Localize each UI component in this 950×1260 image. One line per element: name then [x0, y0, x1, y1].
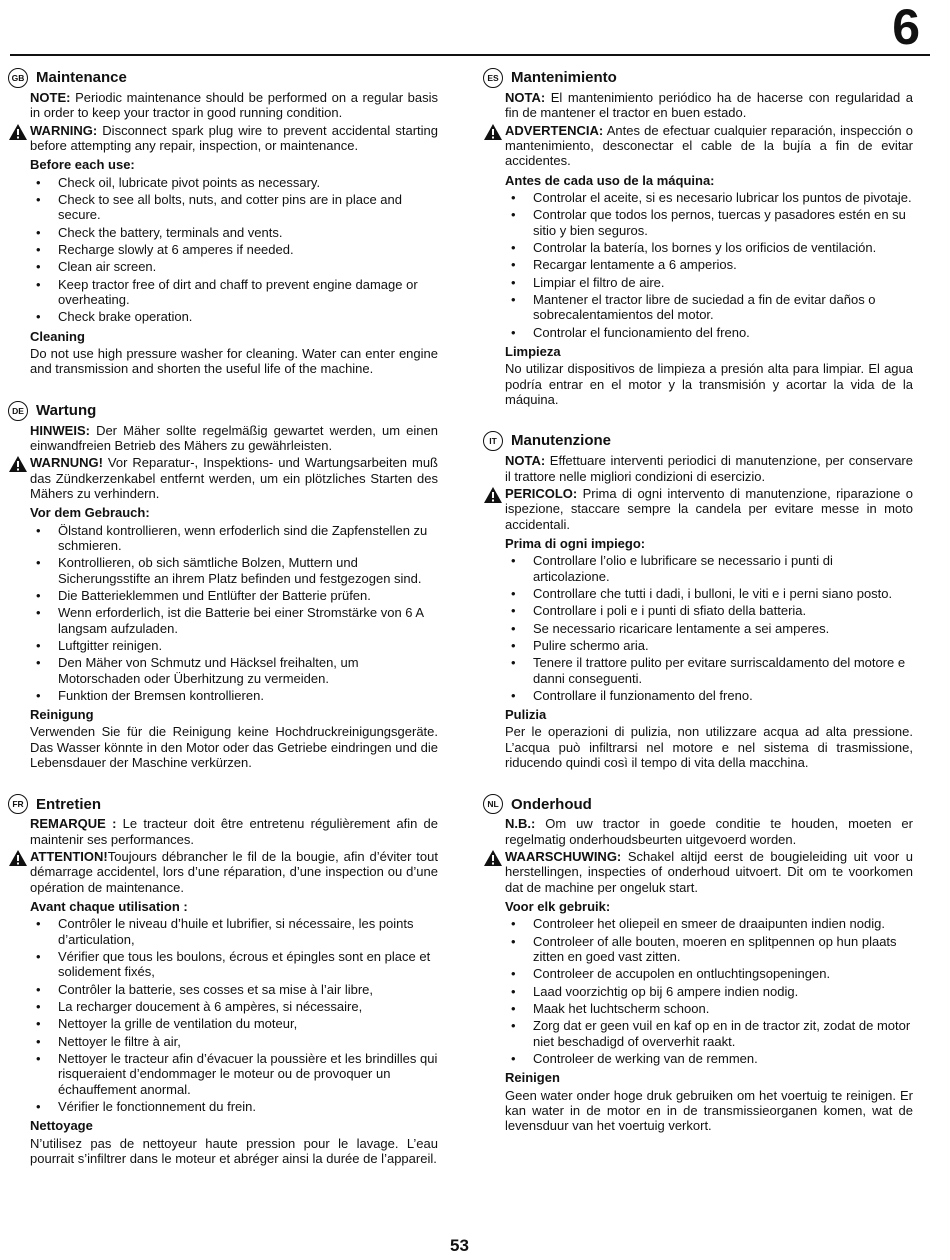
checklist-item: • Maak het luchtscherm schoon.	[505, 1001, 913, 1016]
language-badge-icon: NL	[483, 794, 503, 814]
note-paragraph	[30, 816, 438, 847]
checklist-item: • La recharger doucement à 6 ampères, si nécessaire,	[30, 999, 438, 1014]
note-label: N.B.:	[505, 816, 536, 832]
section-header	[489, 431, 913, 451]
warning-paragraph	[30, 455, 438, 501]
checklist-item: • Controllare che tutti i dadi, i bulloni, le viti e i perni siano posto.	[505, 586, 913, 601]
warning-text: Prima di ogni intervento di manutenzione, riparazione o ispezione, staccare sempre la candela per evitare messe in moto accidentali.	[505, 485, 913, 532]
warning-paragraph	[30, 849, 438, 895]
warning-label: PERICOLO:	[505, 485, 578, 501]
checklist-item: • Keep tractor free of dirt and chaff to prevent engine damage or overheating.	[30, 277, 438, 308]
checklist-item: • Controlar el funcionamiento del freno.	[505, 325, 913, 340]
warning-text: Schakel altijd eerst de bougieleiding uit voor u herstellingen, inspecties of onderhoud uitvoert. Dit om te voorkomen dat de machine per ongeluk start.	[505, 849, 913, 895]
header-rule	[10, 54, 930, 56]
language-badge-icon: GB	[8, 68, 28, 88]
warning-paragraph	[505, 486, 913, 532]
checklist-item: • Funktion der Bremsen kontrollieren.	[30, 688, 438, 703]
checklist-item: • Controleer de accupolen en ontluchtingsopeningen.	[505, 966, 913, 981]
warning-text: Toujours débrancher le fil de la bougie, afin d’éviter tout démarrage accidentel, lors d’une réparation, d’une inspection ou d’une opération de maintenance.	[30, 849, 438, 895]
checklist-heading: Avant chaque utilisation :	[30, 899, 188, 915]
note-paragraph	[505, 816, 913, 847]
warning-text: Antes de efectuar cualquier reparación, inspección o mantenimiento, desconectar el cable de la bujía a fin de evitar accidentes.	[505, 122, 913, 169]
checklist	[505, 916, 913, 1066]
section-title: Manutenzione	[511, 432, 611, 450]
note-text: Om uw tractor in goede conditie te houden, moeten er regelmatig onderhoudsbeurten uitgevoerd worden.	[505, 816, 913, 847]
note-label: REMARQUE :	[30, 816, 117, 832]
checklist-item: • Kontrollieren, ob sich sämtliche Bolzen, Muttern und Sicherungsstifte an ihrem Platz befinden und festgezogen sind.	[30, 555, 438, 586]
warning-paragraph	[505, 849, 913, 895]
checklist-item: • Tenere il trattore pulito per evitare surriscaldamento del motore e danni conseguenti.	[505, 655, 913, 686]
checklist-item: • Pulire schermo aria.	[505, 638, 913, 653]
checklist-item: • Vérifier que tous les boulons, écrous et épingles sont en place et solidement fixés,	[30, 949, 438, 980]
chapter-number: 6	[892, 0, 920, 55]
checklist-item: • Ölstand kontrollieren, wenn erfoderlich sind die Zapfenstellen zu schmieren.	[30, 523, 438, 554]
left-column	[11, 68, 439, 1190]
checklist-item: • Clean air screen.	[30, 259, 438, 274]
language-badge-icon: DE	[8, 401, 28, 421]
section-title: Entretien	[36, 795, 102, 813]
note-label: NOTE:	[30, 90, 71, 105]
warning-paragraph	[505, 123, 913, 169]
checklist-item: • Controllare l’olio e lubrificare se necessario i punti di articolazione.	[505, 553, 913, 584]
cleaning-heading: Reinigen	[505, 1070, 560, 1086]
checklist-item: • Controlar que todos los pernos, tuercas y pasadores estén en su sitio y bien seguros.	[505, 207, 913, 238]
section-fr	[12, 794, 439, 1167]
checklist-item: • Luftgitter reinigen.	[30, 638, 438, 653]
checklist-heading: Before each use:	[30, 157, 135, 173]
checklist-item: • Nettoyer la grille de ventilation du moteur,	[30, 1016, 438, 1031]
section-de	[12, 401, 438, 771]
checklist-item: • Controlar la batería, los bornes y los orificios de ventilación.	[505, 240, 913, 255]
checklist-item: • Controleer het oliepeil en smeer de draaipunten indien nodig.	[505, 916, 913, 931]
note-text: El mantenimiento periódico ha de hacerse con regularidad a fin de mantener el tractor en buen estado.	[505, 90, 913, 121]
warning-paragraph	[30, 123, 438, 154]
checklist-heading: Voor elk gebruik:	[505, 899, 611, 915]
right-column	[487, 68, 913, 1158]
checklist-item: • Zorg dat er geen vuil en kaf op en in de tractor zit, zodat de motor niet beschadigd of oververhit raakt.	[505, 1018, 913, 1049]
checklist-item: • Se necessario ricaricare lentamente a sei amperes.	[505, 621, 913, 636]
cleaning-text: No utilizar dispositivos de limpieza a presión alta para limpiar. El agua podría entrar en el motor y la transmisión y acortar la vida de la máquina.	[505, 361, 913, 407]
warning-triangle-icon	[483, 849, 503, 867]
checklist-item: • Laad voorzichtig op bij 6 ampere indien nodig.	[505, 984, 913, 999]
checklist-item: • Recargar lentamente a 6 amperios.	[505, 257, 913, 272]
checklist-item: • Controllare il funzionamento del freno.	[505, 688, 913, 703]
section-nl	[487, 794, 913, 1134]
checklist-item: • Controleer de werking van de remmen.	[505, 1051, 913, 1066]
cleaning-heading: Limpieza	[505, 343, 561, 359]
cleaning-heading: Nettoyage	[30, 1118, 93, 1134]
cleaning-heading: Reinigung	[30, 707, 94, 723]
section-title: Wartung	[36, 401, 97, 419]
cleaning-text: N’utilisez pas de nettoyeur haute pression pour le lavage. L’eau pourrait s’infiltrer dans le moteur et abréger ainsi la durée de l’appareil.	[30, 1135, 438, 1167]
checklist-item: • Controlar el aceite, si es necesario lubricar los puntos de pivotaje.	[505, 190, 913, 205]
checklist-item: • Contrôler la batterie, ses cosses et sa mise à l’air libre,	[30, 982, 438, 997]
warning-label: WARNUNG!	[30, 455, 103, 471]
note-paragraph	[30, 90, 438, 121]
checklist	[505, 553, 913, 703]
checklist-item: • Recharge slowly at 6 amperes if needed.	[30, 242, 438, 257]
checklist-item: • Check brake operation.	[30, 309, 438, 324]
cleaning-text: Per le operazioni di pulizia, non utilizzare acqua ad alta pressione. L’acqua può infiltrarsi nel motore e nel sistema di trasmissione, riducendo quindi così il tempo di vita della macchina.	[505, 724, 913, 771]
checklist-item: • Mantener el tractor libre de suciedad a fin de evitar daños o sobrecalentamientos del motor.	[505, 292, 913, 323]
checklist-item: • Check oil, lubricate pivot points as necessary.	[30, 175, 438, 190]
note-paragraph	[30, 423, 438, 454]
note-paragraph	[505, 453, 913, 484]
warning-label: ADVERTENCIA:	[505, 122, 604, 138]
warning-triangle-icon	[8, 455, 28, 473]
checklist-item: • Nettoyer le filtre à air,	[30, 1034, 438, 1049]
checklist-heading: Prima di ogni impiego:	[505, 535, 646, 551]
cleaning-heading: Cleaning	[30, 328, 85, 344]
section-header	[12, 401, 438, 421]
checklist-item: • Controleer of alle bouten, moeren en splitpennen op hun plaats zitten en goed vast zitten.	[505, 934, 913, 965]
warning-triangle-icon	[483, 486, 503, 504]
cleaning-text: Do not use high pressure washer for cleaning. Water can enter engine and transmission and shorten the useful life of the machine.	[30, 345, 438, 377]
checklist	[30, 916, 438, 1114]
section-title: Mantenimiento	[511, 69, 617, 87]
checklist-heading: Vor dem Gebrauch:	[30, 505, 150, 521]
language-badge-icon: IT	[483, 431, 503, 451]
section-es	[487, 68, 913, 407]
warning-label: ATTENTION!	[30, 849, 108, 865]
cleaning-text: Verwenden Sie für die Reinigung keine Hochdruckreinigungsgeräte. Das Wasser könnte in den Motor oder das Getriebe eindringen und die Lebensdauer der Maschine verkürzen.	[30, 724, 438, 771]
cleaning-heading: Pulizia	[505, 707, 547, 723]
warning-text: Disconnect spark plug wire to prevent accidental starting before attempting any repair, inspection, or maintenance.	[30, 122, 438, 153]
note-text: Le tracteur doit être entretenu régulièrement afin de maintenir ses performances.	[30, 816, 439, 847]
section-header	[487, 794, 913, 814]
checklist-item: • Nettoyer le tracteur afin d’évacuer la poussière et les brindilles qui risqueraient d’endommager le moteur ou de provoquer un échauffement anormal.	[30, 1051, 438, 1097]
section-title: Onderhoud	[511, 795, 592, 813]
warning-label: WARNING:	[30, 122, 98, 138]
checklist-item: • Die Batterieklemmen und Entlüfter der Batterie prüfen.	[30, 588, 438, 603]
warning-triangle-icon	[8, 123, 28, 141]
note-text: Effettuare interventi periodici di manutenzione, per conservare il trattore nelle migliori condizioni di esercizio.	[505, 453, 913, 484]
checklist	[30, 175, 438, 325]
language-badge-icon: FR	[8, 794, 28, 814]
language-badge-icon: ES	[483, 68, 503, 88]
note-text: Periodic maintenance should be performed on a regular basis in order to keep your tractor in good running condition.	[30, 90, 438, 121]
checklist-item: • Check the battery, terminals and vents.	[30, 225, 438, 240]
page-number: 53	[450, 1236, 469, 1255]
checklist-item: • Den Mäher von Schmutz und Häcksel freihalten, um Motorschaden oder Überhitzung zu vermeiden.	[30, 655, 438, 686]
checklist-item: • Check to see all bolts, nuts, and cotter pins are in place and secure.	[30, 192, 438, 223]
section-title: Maintenance	[36, 69, 127, 87]
warning-triangle-icon	[483, 123, 503, 141]
section-gb	[11, 68, 438, 377]
section-header	[12, 794, 438, 814]
checklist-item: • Controllare i poli e i punti di sfiato della batteria.	[505, 603, 913, 618]
section-header	[487, 68, 913, 88]
warning-triangle-icon	[8, 849, 28, 867]
section-it	[489, 431, 913, 771]
checklist-item: • Vérifier le fonctionnement du frein.	[30, 1099, 438, 1114]
note-text: Der Mäher sollte regelmäßig gewartet werden, um einen einwandfreien Betrieb des Mähers zu gewährleisten.	[30, 422, 438, 453]
warning-text: Vor Reparatur-, Inspektions- und Wartungsarbeiten muß das Zündkerzenkabel entfernt werden, um ein plötzliches Starten des Mähers zu verhindern.	[30, 455, 438, 501]
note-paragraph	[505, 90, 913, 121]
section-header	[11, 68, 438, 88]
checklist-item: • Contrôler le niveau d’huile et lubrifier, si nécessaire, les points d’articulation,	[30, 916, 438, 947]
checklist-item: • Wenn erforderlich, ist die Batterie bei einer Stromstärke von 6 A langsam aufzuladen.	[30, 605, 438, 636]
note-label: NOTA:	[505, 453, 546, 469]
warning-label: WAARSCHUWING:	[505, 849, 622, 865]
note-label: HINWEIS:	[30, 422, 90, 438]
checklist-heading: Antes de cada uso de la máquina:	[505, 172, 715, 188]
checklist	[30, 523, 438, 704]
cleaning-text: Geen water onder hoge druk gebruiken om het voertuig te reinigen. Er kan water in de motor en in de transmissieorganen komen, wat de levensduur van het voertuig verkort.	[505, 1087, 913, 1134]
note-label: NOTA:	[505, 90, 546, 105]
checklist-item: • Limpiar el filtro de aire.	[505, 275, 913, 290]
checklist	[505, 190, 913, 340]
